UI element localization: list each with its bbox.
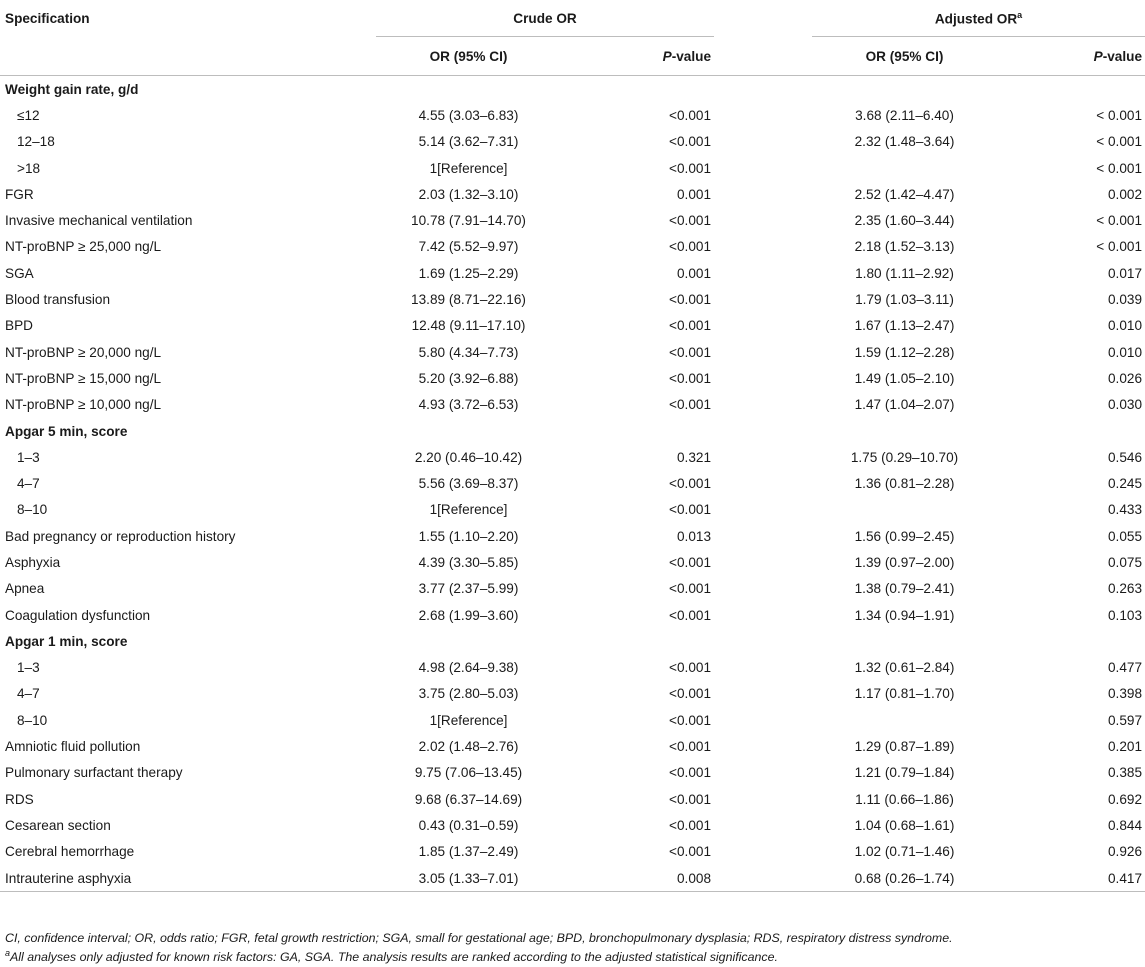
adjusted-p-cell: 0.417 [1107, 870, 1143, 886]
crude-p-cell: <0.001 [669, 160, 712, 176]
header-row-columns [0, 37, 1145, 76]
crude-p-cell: <0.001 [669, 213, 712, 229]
row-label: Intrauterine asphyxia [5, 870, 132, 886]
spacer-cell [714, 470, 812, 496]
row-label: Coagulation dysfunction [5, 607, 151, 623]
crude-p-cell: <0.001 [669, 502, 712, 518]
crude-or-cell: 9.75 (7.06–13.45) [414, 765, 523, 781]
crude-or-cell: 3.05 (1.33–7.01) [418, 870, 519, 886]
crude-p-cell: <0.001 [669, 397, 712, 413]
table-row [0, 865, 1145, 892]
adjusted-or-cell: 1.02 (0.71–1.46) [854, 844, 955, 860]
row-label: FGR [5, 186, 34, 202]
row-label: Pulmonary surfactant therapy [5, 765, 183, 781]
group-label: Apgar 5 min, score [5, 423, 128, 439]
empty-cell [714, 418, 812, 444]
adjusted-or-cell: 3.68 (2.11–6.40) [855, 107, 954, 123]
crude-or-cell: 1[Reference] [429, 160, 508, 176]
crude-p-cell: <0.001 [669, 318, 712, 334]
footnote-adjustment: $^a$All analyses only adjusted for known risk factors: GA, SGA. The analysis results are ranked according to the adjusted statistical significance. [5, 948, 778, 965]
spacer-cell [714, 129, 812, 155]
crude-or-cell: 10.78 (7.91–14.70) [411, 213, 526, 229]
table-row [0, 733, 1145, 759]
adjusted-p-cell: 0.692 [1107, 791, 1143, 807]
adjusted-or-cell: 0.68 (0.26–1.74) [854, 870, 955, 886]
spacer-cell [714, 102, 812, 128]
crude-or-cell: 2.03 (1.32–3.10) [418, 186, 519, 202]
table-row [0, 760, 1145, 786]
empty-cell [376, 76, 561, 103]
adjusted-or-cell: 1.79 (1.03–3.11) [855, 292, 954, 308]
table-row [0, 102, 1145, 128]
spacer-cell [714, 865, 812, 892]
table-row [0, 339, 1145, 365]
table-row [0, 129, 1145, 155]
spacer-cell [714, 707, 812, 733]
row-label: ≤12 [17, 107, 40, 123]
adjusted-p-cell: 0.433 [1107, 502, 1143, 518]
adjusted-or-cell: 2.32 (1.48–3.64) [854, 134, 955, 150]
spacer-cell [714, 733, 812, 759]
adjusted-p-cell: 0.263 [1107, 581, 1143, 597]
adjusted-or-cell [812, 155, 997, 181]
adjusted-or-cell: 1.34 (0.94–1.91) [854, 607, 955, 623]
crude-p-cell: 0.001 [676, 265, 712, 281]
spacer-cell [714, 812, 812, 838]
crude-p-cell: <0.001 [669, 292, 712, 308]
spacer-cell [714, 260, 812, 286]
adjusted-p-cell: < 0.001 [1096, 107, 1143, 123]
row-label: Amniotic fluid pollution [5, 739, 141, 755]
header-adjusted-p: P-value [1093, 48, 1143, 64]
crude-or-cell: 3.77 (2.37–5.99) [418, 581, 519, 597]
crude-or-cell: 1.55 (1.10–2.20) [418, 528, 519, 544]
spacer-cell [714, 444, 812, 470]
adjusted-p-cell: 0.477 [1107, 660, 1143, 676]
crude-or-cell: 5.56 (3.69–8.37) [418, 476, 519, 492]
table-row [0, 681, 1145, 707]
adjusted-p-cell: 0.597 [1107, 712, 1143, 728]
adjusted-or-cell: 1.21 (0.79–1.84) [854, 765, 955, 781]
spacer-cell [714, 839, 812, 865]
crude-or-cell: 2.02 (1.48–2.76) [418, 739, 519, 755]
empty-cell [812, 76, 997, 103]
adjusted-p-cell: 0.026 [1107, 370, 1143, 386]
table-row [0, 260, 1145, 286]
crude-p-cell: 0.013 [676, 528, 712, 544]
table-row [0, 549, 1145, 575]
spacer-cell [714, 655, 812, 681]
row-label: NT-proBNP ≥ 10,000 ng/L [5, 397, 162, 413]
adjusted-p-cell: 0.926 [1107, 844, 1143, 860]
row-label: NT-proBNP ≥ 15,000 ng/L [5, 370, 162, 386]
adjusted-or-cell: 1.59 (1.12–2.28) [854, 344, 955, 360]
crude-p-cell: <0.001 [669, 107, 712, 123]
header-adjusted-or-ci: OR (95% CI) [865, 48, 944, 64]
empty-cell [997, 418, 1145, 444]
adjusted-or-cell: 1.49 (1.05–2.10) [854, 370, 955, 386]
table-row [0, 181, 1145, 207]
adjusted-p-cell: 0.039 [1107, 292, 1143, 308]
adjusted-p-cell: 0.017 [1107, 265, 1143, 281]
row-label: NT-proBNP ≥ 20,000 ng/L [5, 344, 162, 360]
crude-p-cell: <0.001 [669, 581, 712, 597]
row-label: Invasive mechanical ventilation [5, 213, 193, 229]
empty-cell [714, 76, 812, 103]
group-label: Apgar 1 min, score [5, 633, 128, 649]
adjusted-p-cell: 0.002 [1107, 186, 1143, 202]
empty-cell [714, 628, 812, 654]
crude-or-cell: 0.43 (0.31–0.59) [418, 817, 519, 833]
adjusted-p-cell: 0.055 [1107, 528, 1143, 544]
crude-or-cell: 4.98 (2.64–9.38) [418, 660, 519, 676]
spacer-cell [714, 234, 812, 260]
crude-p-cell: <0.001 [669, 844, 712, 860]
adjusted-or-cell: 1.75 (0.29–10.70) [850, 449, 959, 465]
spacer-cell [714, 181, 812, 207]
crude-or-cell: 1.85 (1.37–2.49) [418, 844, 519, 860]
spacer-cell [714, 207, 812, 233]
crude-or-cell: 13.89 (8.71–22.16) [411, 292, 526, 308]
adjusted-p-cell: 0.103 [1107, 607, 1143, 623]
crude-or-cell: 1[Reference] [429, 712, 508, 728]
adjusted-or-cell: 2.18 (1.52–3.13) [854, 239, 955, 255]
crude-or-cell: 12.48 (9.11–17.10) [411, 318, 526, 334]
crude-p-cell: <0.001 [669, 712, 712, 728]
adjusted-or-cell: 1.67 (1.13–2.47) [854, 318, 955, 334]
header-crude-or-ci: OR (95% CI) [429, 48, 508, 64]
group-header-row [0, 418, 1145, 444]
table-row [0, 234, 1145, 260]
adjusted-p-cell: 0.398 [1107, 686, 1143, 702]
adjusted-or-cell: 2.35 (1.60–3.44) [854, 213, 955, 229]
adjusted-p-cell: 0.010 [1107, 344, 1143, 360]
crude-or-cell: 5.80 (4.34–7.73) [418, 344, 519, 360]
row-label: >18 [17, 160, 41, 176]
crude-p-cell: <0.001 [669, 607, 712, 623]
row-label: Cerebral hemorrhage [5, 844, 135, 860]
crude-p-cell: <0.001 [669, 817, 712, 833]
spacer-cell [714, 365, 812, 391]
crude-or-cell: 5.14 (3.62–7.31) [418, 134, 519, 150]
row-label: Blood transfusion [5, 292, 111, 308]
adjusted-or-cell: 1.11 (0.66–1.86) [855, 791, 954, 807]
table-row [0, 786, 1145, 812]
table-row [0, 576, 1145, 602]
row-label: 4–7 [17, 686, 40, 702]
table-row [0, 655, 1145, 681]
crude-or-cell: 1.69 (1.25–2.29) [418, 265, 519, 281]
adjusted-or-cell: 1.17 (0.81–1.70) [854, 686, 955, 702]
crude-or-cell: 4.93 (3.72–6.53) [418, 397, 519, 413]
spacer-cell [714, 549, 812, 575]
table-row [0, 207, 1145, 233]
crude-or-cell: 1[Reference] [429, 502, 508, 518]
adjusted-or-cell [812, 497, 997, 523]
table-row [0, 155, 1145, 181]
group-label: Weight gain rate, g/d [5, 81, 139, 97]
table-row [0, 602, 1145, 628]
row-label: NT-proBNP ≥ 25,000 ng/L [5, 239, 162, 255]
adjusted-or-cell: 1.32 (0.61–2.84) [854, 660, 955, 676]
row-label: 8–10 [17, 502, 48, 518]
empty-cell [997, 76, 1145, 103]
table-row [0, 812, 1145, 838]
adjusted-or-cell: 1.47 (1.04–2.07) [854, 397, 955, 413]
spacer-cell [714, 313, 812, 339]
row-label: Bad pregnancy or reproduction history [5, 528, 236, 544]
crude-p-cell: <0.001 [669, 239, 712, 255]
adjusted-or-cell: 1.36 (0.81–2.28) [854, 476, 955, 492]
crude-p-cell: <0.001 [669, 686, 712, 702]
row-label: 4–7 [17, 476, 40, 492]
row-label: Cesarean section [5, 817, 111, 833]
row-label: 1–3 [17, 660, 40, 676]
spacer-cell [714, 339, 812, 365]
empty-cell [812, 418, 997, 444]
spacer-cell [714, 155, 812, 181]
row-label: 12–18 [17, 134, 55, 150]
crude-p-cell: 0.008 [676, 870, 712, 886]
adjusted-p-cell: 0.546 [1107, 449, 1143, 465]
adjusted-p-cell: 0.030 [1107, 397, 1143, 413]
adjusted-p-cell: < 0.001 [1096, 160, 1143, 176]
table-row [0, 839, 1145, 865]
header-row-groups [0, 0, 1145, 37]
footnote-abbreviations: CI, confidence interval; OR, odds ratio; FGR, fetal growth restriction; SGA, small for gestational age; BPD, bronchopulmonary dysplasia; RDS, respiratory distress syndrome. [5, 931, 953, 945]
adjusted-p-cell: 0.075 [1107, 554, 1143, 570]
crude-p-cell: <0.001 [669, 344, 712, 360]
table-row [0, 286, 1145, 312]
table-row [0, 444, 1145, 470]
empty-cell [376, 418, 561, 444]
spacer-cell [714, 602, 812, 628]
table-row [0, 707, 1145, 733]
adjusted-or-cell: 1.80 (1.11–2.92) [855, 265, 954, 281]
empty-cell [561, 418, 714, 444]
crude-p-cell: <0.001 [669, 791, 712, 807]
table-row [0, 470, 1145, 496]
empty-cell [561, 76, 714, 103]
table-body [0, 76, 1145, 892]
adjusted-or-cell: 1.38 (0.79–2.41) [854, 581, 955, 597]
spacer-cell [714, 576, 812, 602]
header-specification: Specification [5, 10, 90, 26]
adjusted-or-cell: 1.39 (0.97–2.00) [854, 554, 955, 570]
adjusted-or-cell: 1.56 (0.99–2.45) [854, 528, 955, 544]
row-label: 1–3 [17, 449, 40, 465]
spacer-cell [714, 523, 812, 549]
spacer-cell [714, 681, 812, 707]
crude-or-cell: 3.75 (2.80–5.03) [418, 686, 519, 702]
spacer-cell [714, 286, 812, 312]
adjusted-or-cell: 1.04 (0.68–1.61) [854, 817, 955, 833]
crude-or-cell: 2.68 (1.99–3.60) [418, 607, 519, 623]
adjusted-p-cell: < 0.001 [1096, 213, 1143, 229]
crude-p-cell: <0.001 [669, 660, 712, 676]
header-adjusted-or: Adjusted $OR^a$ [812, 0, 1145, 37]
adjusted-p-cell: 0.010 [1107, 318, 1143, 334]
spacer-cell [714, 786, 812, 812]
spacer-cell [714, 760, 812, 786]
table-row [0, 365, 1145, 391]
crude-or-cell: 7.42 (5.52–9.97) [418, 239, 519, 255]
spacer-cell [714, 497, 812, 523]
table-row [0, 313, 1145, 339]
group-header-row [0, 628, 1145, 654]
crude-or-cell: 9.68 (6.37–14.69) [414, 791, 523, 807]
spacer-cell [714, 392, 812, 418]
adjusted-or-cell: 1.29 (0.87–1.89) [854, 739, 955, 755]
crude-p-cell: <0.001 [669, 134, 712, 150]
adjusted-p-cell: 0.201 [1107, 739, 1143, 755]
crude-p-cell: 0.321 [676, 449, 712, 465]
row-label: Apnea [5, 581, 45, 597]
crude-p-cell: <0.001 [669, 739, 712, 755]
adjusted-p-cell: < 0.001 [1096, 239, 1143, 255]
crude-or-cell: 2.20 (0.46–10.42) [414, 449, 523, 465]
adjusted-or-cell [812, 707, 997, 733]
table-row [0, 497, 1145, 523]
empty-cell [812, 628, 997, 654]
adjusted-p-cell: < 0.001 [1096, 134, 1143, 150]
table-row [0, 523, 1145, 549]
row-label: Asphyxia [5, 554, 61, 570]
row-label: 8–10 [17, 712, 48, 728]
empty-cell [376, 628, 561, 654]
crude-p-cell: <0.001 [669, 370, 712, 386]
crude-or-cell: 4.39 (3.30–5.85) [418, 554, 519, 570]
adjusted-p-cell: 0.245 [1107, 476, 1143, 492]
row-label: SGA [5, 265, 34, 281]
row-label: BPD [5, 318, 33, 334]
group-header-row [0, 76, 1145, 103]
adjusted-or-cell: 2.52 (1.42–4.47) [854, 186, 955, 202]
header-crude-or: Crude OR [376, 0, 714, 37]
header-crude-p: P-value [662, 48, 712, 64]
row-label: RDS [5, 791, 34, 807]
empty-cell [561, 628, 714, 654]
table-row [0, 392, 1145, 418]
empty-cell [997, 628, 1145, 654]
crude-p-cell: <0.001 [669, 554, 712, 570]
crude-p-cell: 0.001 [676, 186, 712, 202]
crude-p-cell: <0.001 [669, 476, 712, 492]
adjusted-p-cell: 0.844 [1107, 817, 1143, 833]
crude-or-cell: 4.55 (3.03–6.83) [418, 107, 519, 123]
crude-p-cell: <0.001 [669, 765, 712, 781]
crude-or-cell: 5.20 (3.92–6.88) [418, 370, 519, 386]
adjusted-p-cell: 0.385 [1107, 765, 1143, 781]
